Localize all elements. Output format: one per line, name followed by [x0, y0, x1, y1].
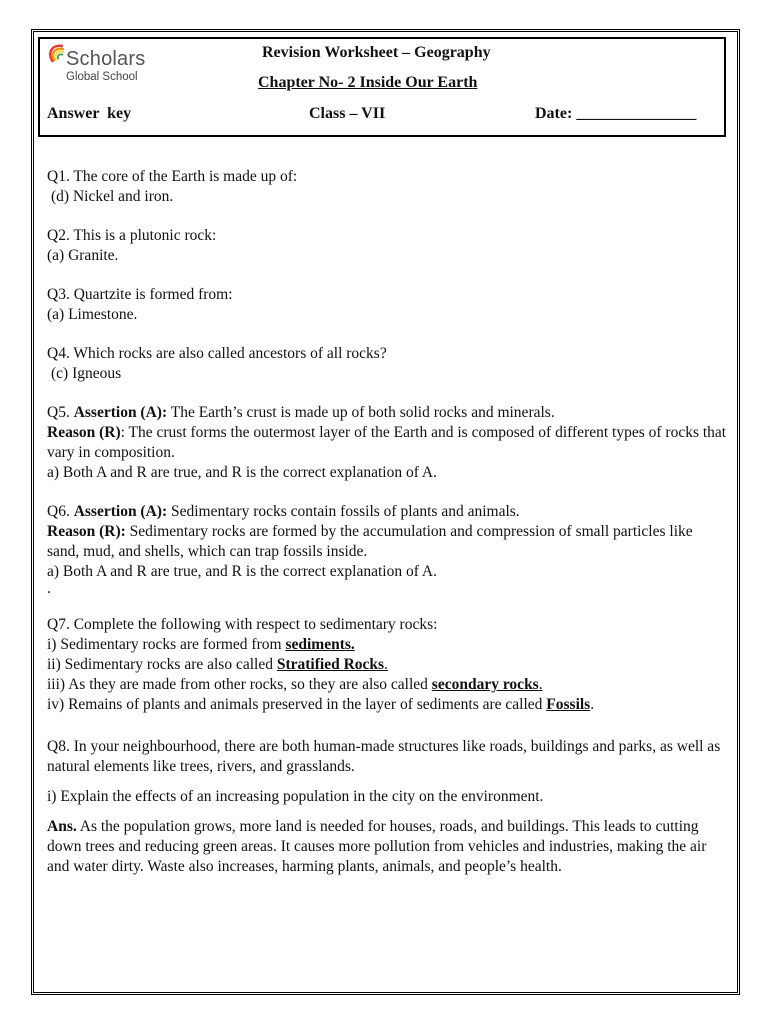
question-3 [47, 285, 727, 325]
answer-text: (a) Limestone. [47, 306, 138, 323]
assertion-label: Assertion (A): [73, 503, 168, 520]
fill-answer: Stratified Rocks [276, 656, 385, 673]
assertion-line [47, 403, 727, 423]
answer-text: (d) Nickel and iron. [51, 188, 174, 205]
fill-item-ii [47, 655, 727, 675]
logo-swirl-icon [45, 42, 67, 68]
reason-line [47, 522, 727, 562]
answer-text: a) Both A and R are true, and R is the correct explanation of A. [47, 563, 437, 580]
question-5 [47, 403, 727, 483]
question-text: Q2. This is a plutonic rock: [47, 227, 217, 244]
answer-key-label: Answer key [47, 105, 132, 122]
question-text: Q1. The core of the Earth is made up of: [47, 168, 298, 185]
question-7 [47, 615, 727, 715]
reason-line [47, 423, 727, 463]
date-label: Date: _______________ [535, 105, 697, 122]
assertion-text: The Earth’s crust is made up of both solid rocks and minerals. [167, 404, 555, 421]
class-label: Class – VII [309, 105, 386, 122]
answer-text: a) Both A and R are true, and R is the correct explanation of A. [47, 464, 437, 481]
fill-text: i) Sedimentary rocks are formed from [47, 636, 286, 653]
fill-text: iv) Remains of plants and animals preserved in the layer of sediments are called [47, 696, 547, 713]
question-1 [47, 167, 727, 207]
fill-text: ii) Sedimentary rocks are also called [47, 656, 277, 673]
question-text: Q3. Quartzite is formed from: [47, 286, 233, 303]
question-8 [47, 737, 727, 877]
logo-subtitle: Global School [66, 71, 138, 83]
reason-text: Sedimentary rocks are formed by the accumulation and compression of small particles like sand, mud, and shells, which can trap fossils inside. [47, 523, 693, 560]
question-6 [47, 502, 727, 596]
fill-end: . [590, 696, 595, 713]
answer-text: (c) Igneous [51, 365, 122, 382]
question-4 [47, 344, 727, 384]
fill-end: . [538, 676, 543, 693]
school-logo [45, 42, 175, 88]
assertion-line [47, 502, 727, 522]
fill-end: . [384, 656, 388, 673]
fill-answer: secondary rocks [431, 676, 539, 693]
worksheet-title: Revision Worksheet – Geography [262, 44, 491, 61]
question-text: Q7. Complete the following with respect to sedimentary rocks: [47, 616, 438, 633]
assertion-text: Sedimentary rocks contain fossils of plants and animals. [167, 503, 520, 520]
fill-item-iv [47, 695, 727, 715]
answer-text: (a) Granite. [47, 247, 119, 264]
assertion-label: Assertion (A): [73, 404, 168, 421]
reason-text: : The crust forms the outermost layer of the Earth and is composed of different types of rocks that vary in composition. [47, 424, 727, 461]
worksheet-content [47, 167, 727, 896]
logo-name: Scholars [66, 48, 146, 70]
fill-answer: sediments. [285, 636, 355, 653]
question-number: Q5. [47, 404, 74, 421]
question-text: Q4. Which rocks are also called ancestors of all rocks? [47, 345, 387, 362]
question-2 [47, 226, 727, 266]
answer-paragraph [47, 817, 727, 877]
chapter-title: Chapter No- 2 Inside Our Earth [258, 74, 478, 91]
stray-dot: . [47, 580, 51, 597]
reason-label: Reason (R): [47, 523, 126, 540]
sub-question: i) Explain the effects of an increasing population in the city on the environment. [47, 788, 544, 805]
fill-item-i [47, 635, 727, 655]
fill-text: iii) As they are made from other rocks, so they are also called [47, 676, 432, 693]
fill-item-iii [47, 675, 727, 695]
answer-label: Ans. [47, 818, 77, 835]
question-number: Q6. [47, 503, 74, 520]
fill-answer: Fossils [546, 696, 591, 713]
reason-label: Reason (R) [47, 424, 121, 441]
answer-text: As the population grows, more land is needed for houses, roads, and buildings. This leads to cutting down trees and reducing green areas. It causes more pollution from vehicles and industries, making the air and water dirty. Waste also increases, harming plants, animals, and people’s health. [47, 818, 707, 875]
question-text: Q8. In your neighbourhood, there are both human-made structures like roads, buildings and parks, as well as natural elements like trees, rivers, and grasslands. [47, 738, 721, 775]
